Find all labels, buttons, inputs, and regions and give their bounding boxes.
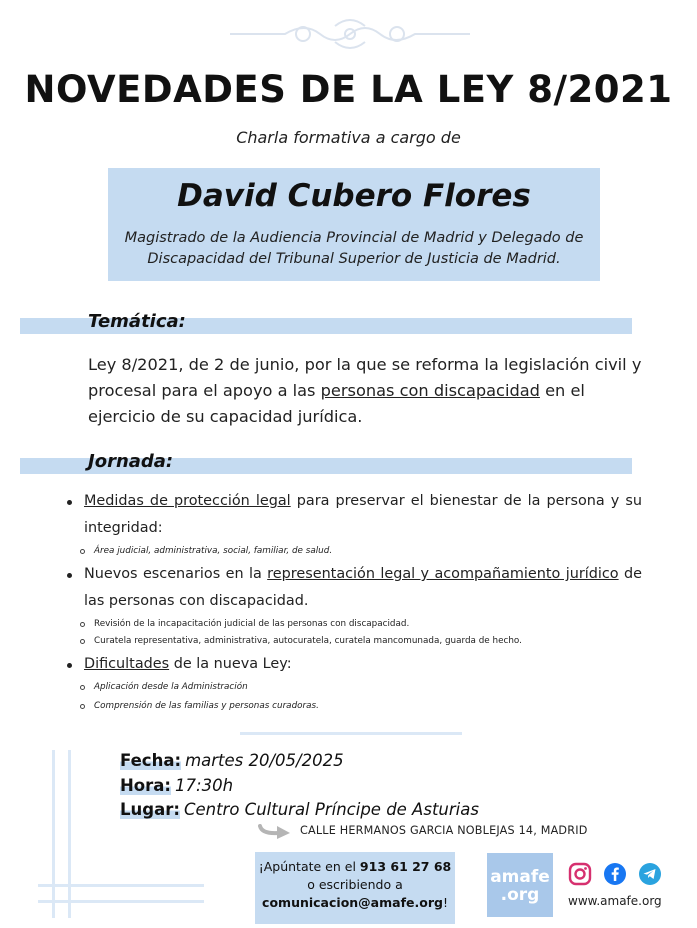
tematica-text-part1: Ley 8/2021, de 2 de junio, por la que se reforma la legislación civil y procesal para el apoyo a las (88, 355, 642, 400)
signup-line2: o escribiendo a (307, 877, 403, 892)
event-fecha (120, 751, 344, 770)
tematica-link: personas con discapacidad (320, 381, 540, 400)
social-icons (568, 862, 668, 886)
instagram-icon[interactable] (568, 862, 592, 886)
hora-label: Hora: (120, 776, 172, 795)
item1-text: para preservar el bienestar de la persona y su integridad: (84, 493, 642, 536)
item2-link: representación legal y acompañamiento jurídico (267, 566, 619, 582)
tematica-text-part2: en el ejercicio de su capacidad jurídica. (88, 381, 585, 426)
item3-link: Dificultades (84, 656, 170, 672)
item2-pre: Nuevos escenarios en la (84, 566, 268, 582)
jornada-label: Jornada: (88, 451, 174, 472)
item2-text: de las personas con discapacidad. (84, 566, 642, 609)
arrow-icon (258, 822, 292, 840)
sub-list-item: Área judicial, administrativa, social, familiar, de salud. (62, 542, 642, 561)
page-subtitle: Charla formativa a cargo de (236, 128, 461, 147)
signup-line1: ¡Apúntate en el (258, 859, 360, 874)
event-hora (120, 776, 233, 795)
signup-email[interactable]: comunicacion@amafe.org (262, 895, 443, 910)
telegram-icon[interactable] (638, 862, 662, 886)
tematica-text (88, 352, 648, 430)
page-title: NOVEDADES DE LA LEY 8/2021 (24, 68, 673, 111)
sub-list-item: Comprensión de las familias y personas curadoras. (62, 697, 642, 716)
website[interactable]: www.amafe.org (568, 894, 662, 908)
speaker-name: David Cubero Flores (177, 178, 531, 214)
item3-text: de la nueva Ley: (169, 656, 292, 672)
sub-list-item: Curatela representativa, administrativa, autocuratela, curatela mancomunada, guarda de hecho. (62, 632, 642, 651)
frame-line (38, 900, 204, 903)
speaker-role (118, 228, 590, 270)
speaker-box (108, 168, 600, 281)
item1-link: Medidas de protección legal (84, 493, 291, 509)
frame-line (52, 750, 55, 918)
hora-value: 17:30h (175, 776, 234, 795)
address: CALLE HERMANOS GARCIA NOBLEJAS 14, MADRID (300, 824, 588, 837)
event-lugar (120, 800, 479, 819)
list-item (62, 488, 642, 542)
logo-line2: .org (500, 885, 540, 905)
sub-list-item: Aplicación desde la Administración (62, 678, 642, 697)
frame-line (68, 750, 71, 918)
decorative-flourish-icon (225, 14, 475, 54)
signup-box (255, 852, 455, 924)
fecha-value: martes 20/05/2025 (185, 751, 344, 770)
divider (240, 732, 462, 735)
frame-line (38, 884, 204, 887)
lugar-label: Lugar: (120, 800, 180, 819)
lugar-value: Centro Cultural Príncipe de Asturias (183, 800, 479, 819)
speaker-role-line1: Magistrado de la Audiencia Provincial de Madrid y Delegado de (124, 230, 584, 246)
tematica-label: Temática: (88, 311, 186, 332)
signup-email-suffix: ! (442, 895, 448, 910)
list-item (62, 561, 642, 615)
signup-phone[interactable]: 913 61 27 68 (359, 859, 452, 874)
amafe-logo (487, 853, 553, 917)
logo-line1: amafe (490, 867, 550, 887)
jornada-list (62, 488, 642, 716)
facebook-icon[interactable] (603, 862, 627, 886)
sub-list-item: Revisión de la incapacitación judicial de las personas con discapacidad. (62, 615, 642, 634)
list-item (62, 651, 642, 678)
speaker-role-line2: Discapacidad del Tribunal Superior de Justicia de Madrid. (147, 251, 561, 267)
fecha-label: Fecha: (120, 751, 182, 770)
